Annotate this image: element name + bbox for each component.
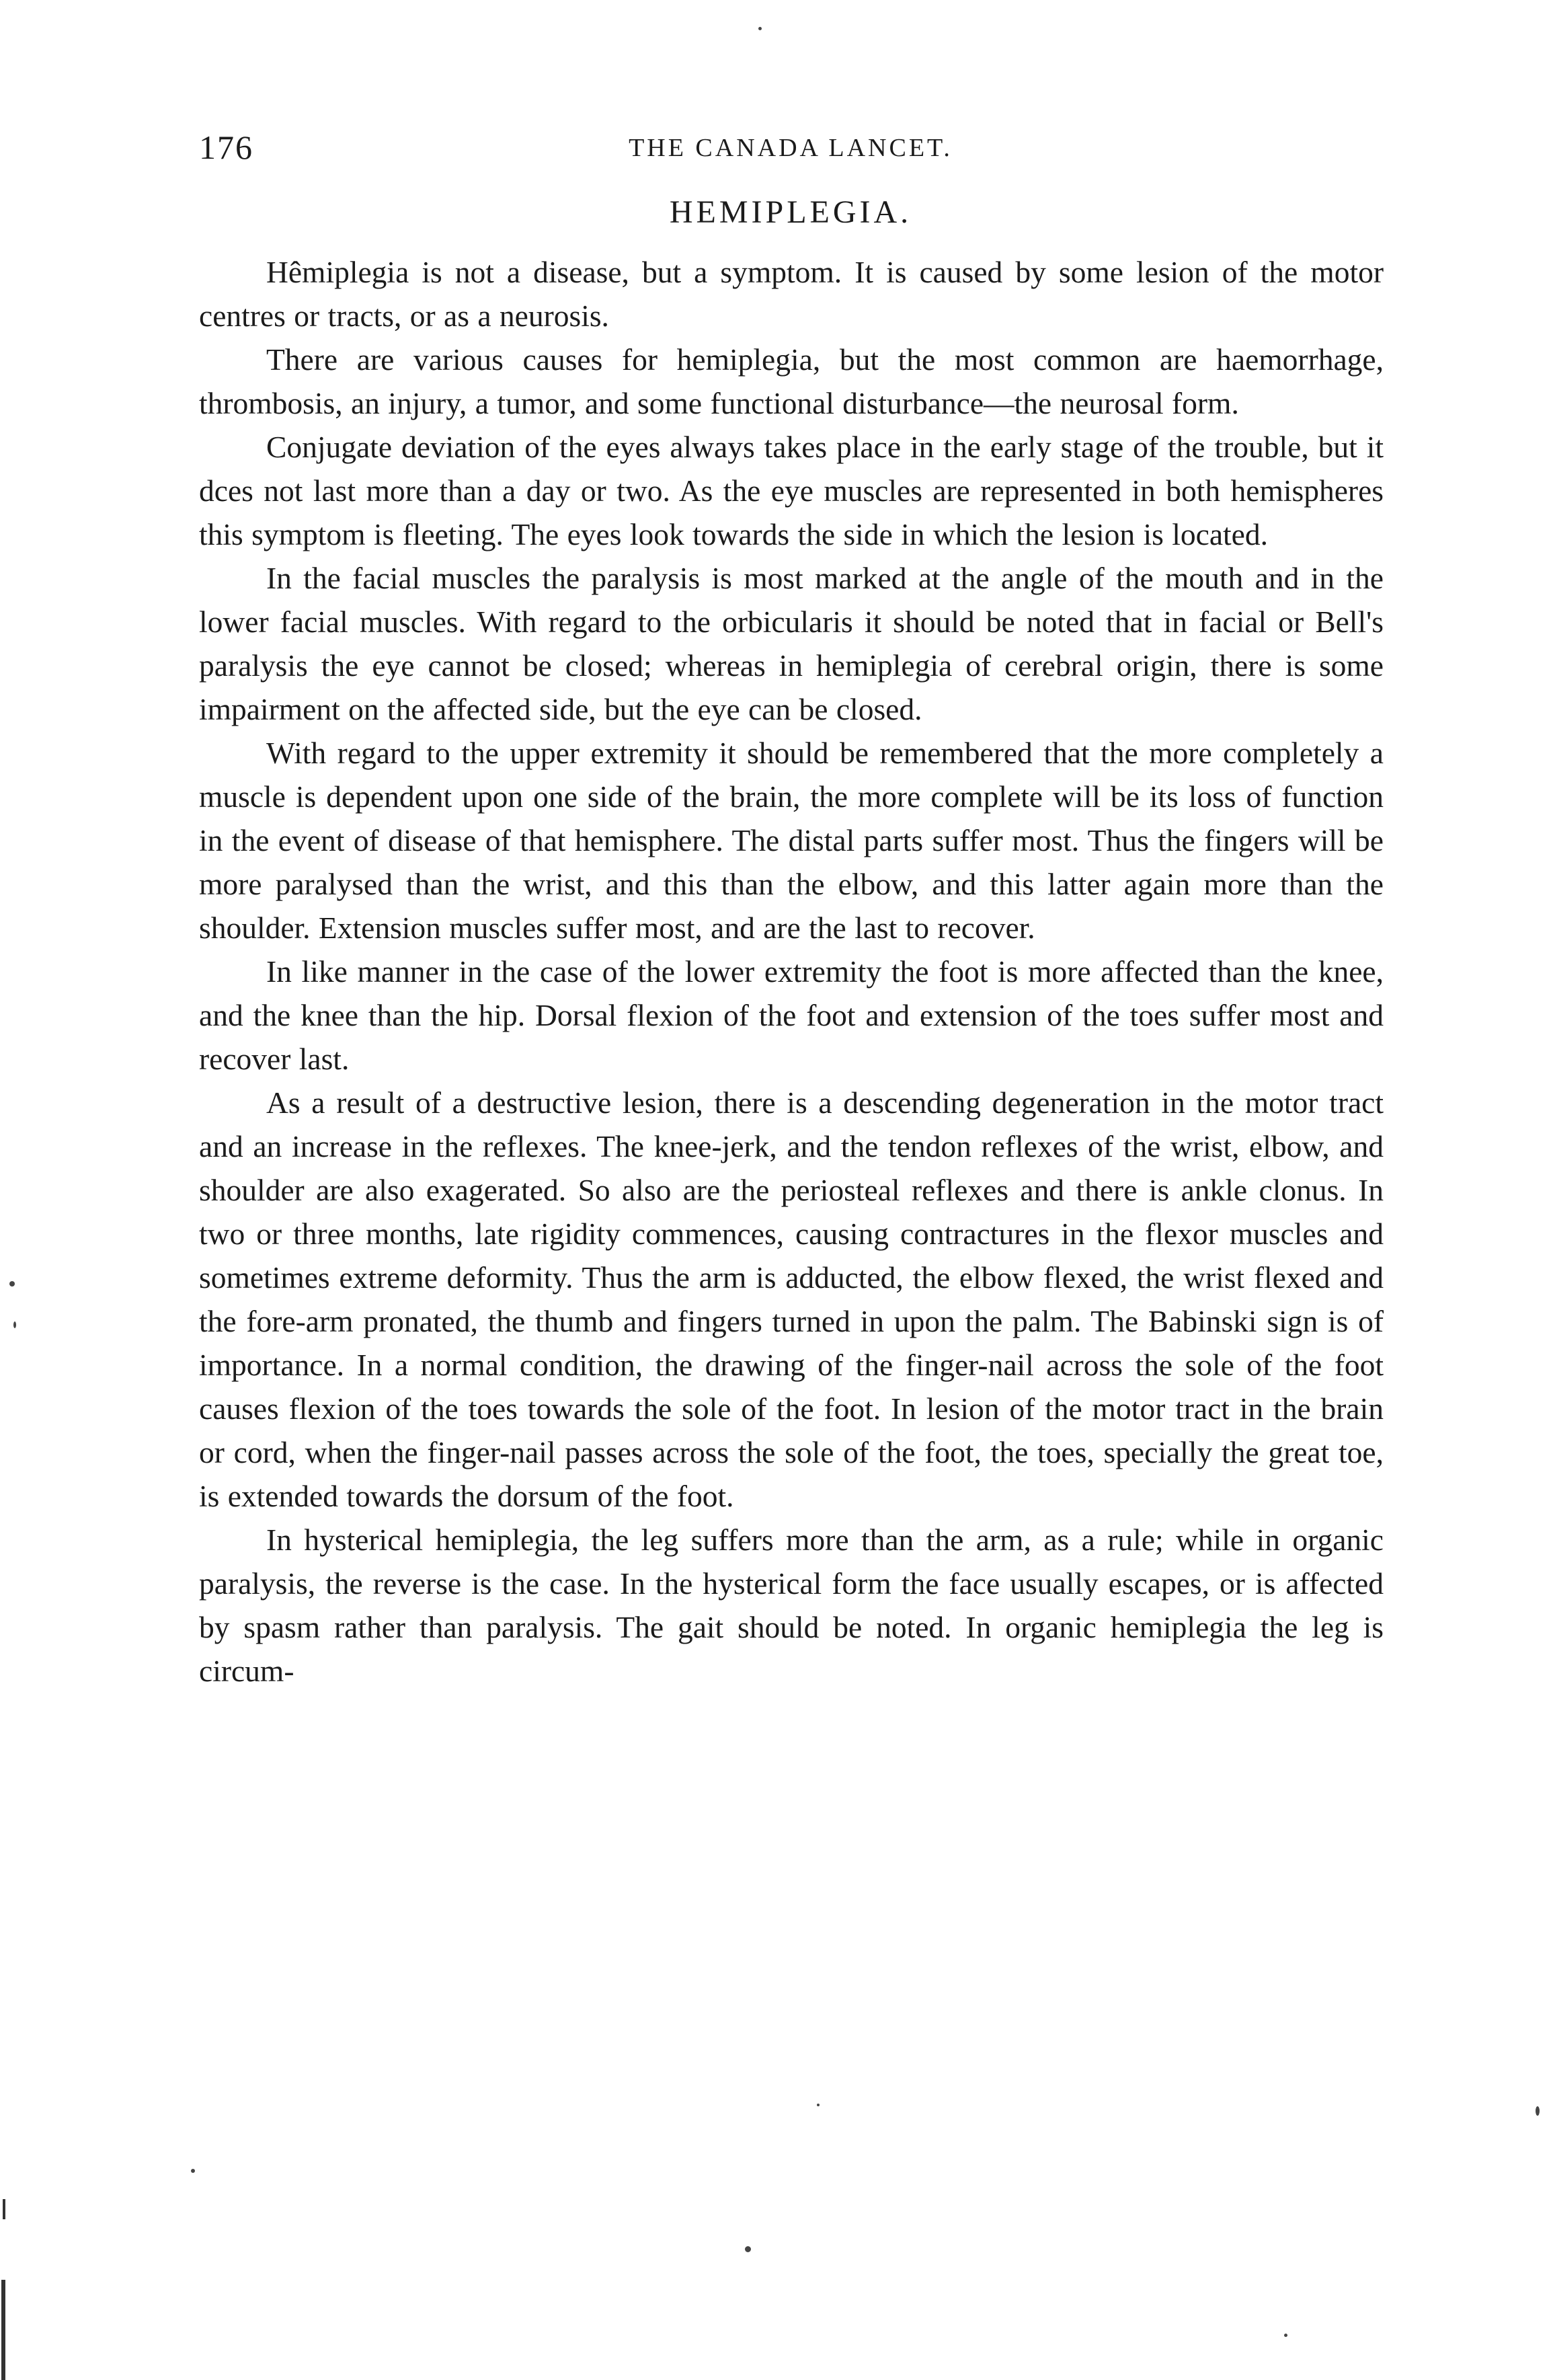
scan-speck xyxy=(191,2169,195,2173)
scan-speck xyxy=(758,27,762,30)
running-head xyxy=(199,128,1382,175)
scan-speck xyxy=(1536,2106,1540,2116)
paragraph: As a result of a destructive lesion, there is a descending degeneration in the motor tract and an increase in the reflexes. The knee-jerk, and the tendon reflexes of the wrist, elbow, and shoulder are also exagerated. So also are the periosteal reflexes and there is ankle clonus. In two or three months, late rigidity commences, causing contractures in the flexor muscles and sometimes extreme deformity. Thus the arm is adducted, the elbow flexed, the wrist flexed and the fore-arm pronated, the thumb and fingers turned in upon the palm. The Babinski sign is of importance. In a normal condition, the drawing of the finger-nail across the sole of the foot causes flexion of the toes towards the sole of the foot. In lesion of the motor tract in the brain or cord, when the finger-nail passes across the sole of the foot, the toes, specially the great toe, is extended towards the dorsum of the foot. xyxy=(199,1085,1384,1513)
scan-speck xyxy=(745,2246,751,2252)
journal-title: THE CANADA LANCET. xyxy=(629,134,953,162)
paragraph: Conjugate deviation of the eyes always takes place in the early stage of the trouble, but it dces not last more than a day or two. As the eye muscles are represented in both hemispheres this symptom is fleeting. The eyes look towards the side in which the lesion is located. xyxy=(199,430,1384,551)
page-number: 176 xyxy=(199,128,253,166)
scan-speck xyxy=(13,1321,16,1328)
scan-edge-mark xyxy=(3,2199,5,2219)
scan-speck xyxy=(817,2104,820,2106)
scan-speck xyxy=(1284,2334,1287,2337)
paragraph: In like manner in the case of the lower extremity the foot is more affected than the knee, and the knee than the hip. Dorsal flexion of the foot and extension of the toes suffer most and recover last. xyxy=(199,954,1384,1076)
paragraph: Hêmiplegia is not a disease, but a symptom. It is caused by some lesion of the motor centres or tracts, or as a neurosis. xyxy=(199,255,1384,333)
paragraph: With regard to the upper extremity it should be remembered that the more completely a muscle is dependent upon one side of the brain, the more complete will be its loss of function in the event of disease of that hemisphere. The distal parts suffer most. Thus the fingers will be more paralysed than the wrist, and this than the elbow, and this latter again more than the shoulder. Extension muscles suffer most, and are the last to recover. xyxy=(199,736,1384,945)
paragraph: In hysterical hemiplegia, the leg suffers more than the arm, as a rule; while in organic paralysis, the reverse is the case. In the hysterical form the face usually escapes, or is affected by spasm rather than paralysis. The gait should be noted. In organic hemiplegia the leg is circum- xyxy=(199,1523,1384,1688)
paragraph: In the facial muscles the paralysis is most marked at the angle of the mouth and in the lower facial muscles. With regard to the orbicularis it should be noted that in facial or Bell's paralysis the eye cannot be closed; whereas in hemiplegia of cerebral origin, there is some impairment on the affected side, but the eye can be closed. xyxy=(199,561,1384,726)
scan-speck xyxy=(9,1281,15,1287)
article-title: HEMIPLEGIA. xyxy=(669,194,912,230)
paragraph: There are various causes for hemiplegia, but the most common are haemorrhage, thrombosis, an injury, a tumor, and some functional disturbance—the neurosal form. xyxy=(199,342,1384,420)
scan-edge-mark xyxy=(1,2280,5,2380)
article-body xyxy=(199,250,1384,1693)
